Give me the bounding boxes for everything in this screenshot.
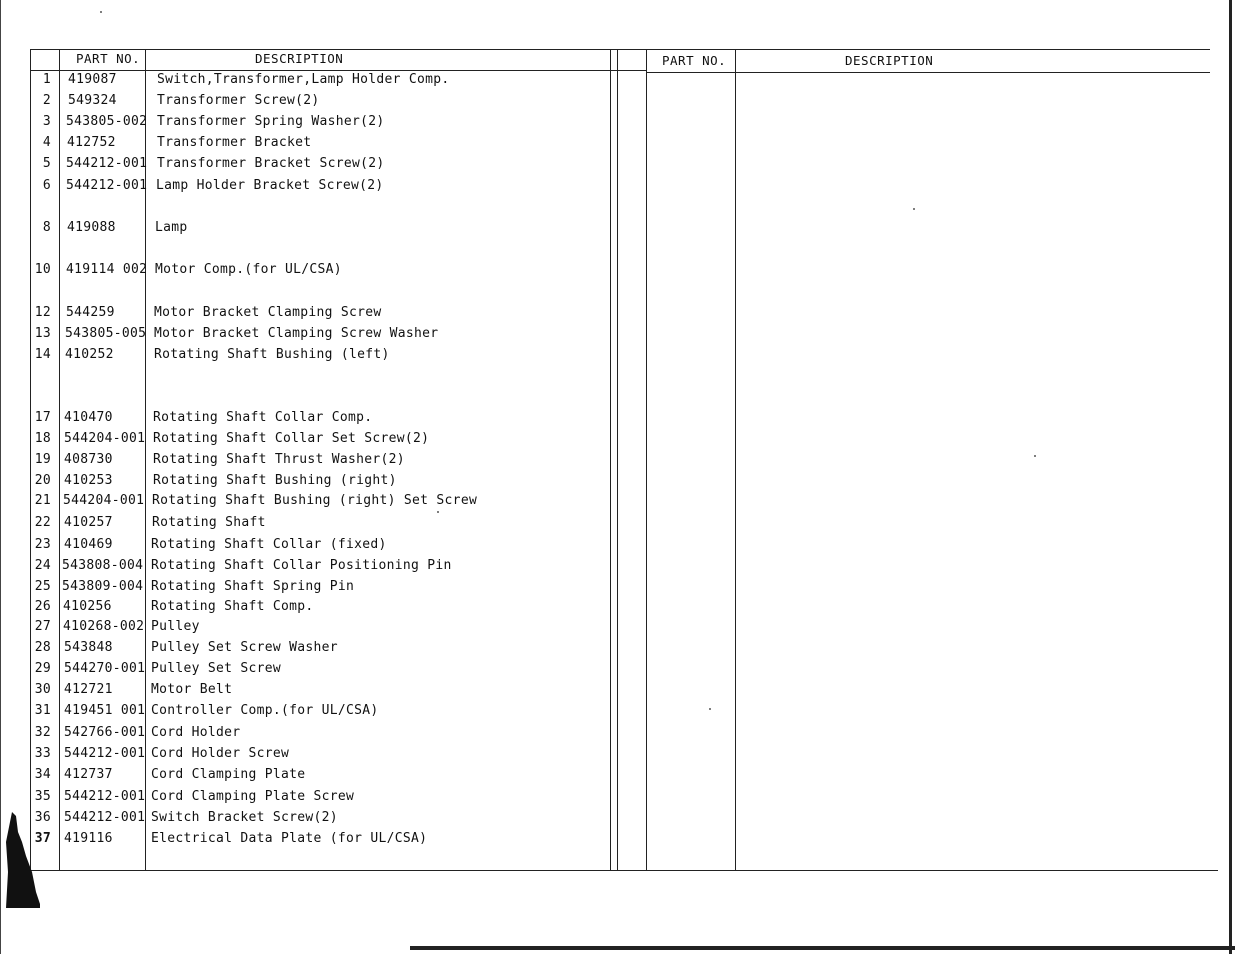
row-part-no: 544259 bbox=[66, 305, 115, 320]
row-description: Rotating Shaft Collar Set Screw(2) bbox=[153, 431, 430, 446]
row-part-no: 543805-002 bbox=[66, 114, 148, 129]
row-part-no: 412752 bbox=[67, 135, 116, 150]
row-number: 21 bbox=[34, 493, 51, 508]
row-part-no: 412721 bbox=[64, 682, 113, 697]
row-part-no: 410252 bbox=[65, 347, 114, 362]
row-description: Motor Bracket Clamping Screw bbox=[154, 305, 382, 320]
row-part-no: 419451 001 bbox=[64, 703, 146, 718]
row-description: Cord Holder bbox=[151, 725, 241, 740]
row-part-no: 412737 bbox=[64, 767, 113, 782]
row-description: Cord Holder Screw bbox=[151, 746, 290, 761]
row-number: 19 bbox=[34, 452, 51, 467]
row-number: 23 bbox=[34, 537, 51, 552]
row-part-no: 543805-005 bbox=[65, 326, 147, 341]
col-rule-num-right bbox=[59, 49, 60, 870]
row-description: Cord Clamping Plate Screw bbox=[151, 789, 355, 804]
row-part-no: 542766-001 bbox=[64, 725, 146, 740]
row-part-no: 410268-002 bbox=[63, 619, 145, 634]
row-part-no: 544270-001 bbox=[64, 661, 146, 676]
col-rule-gutter bbox=[617, 49, 618, 870]
row-number: 22 bbox=[34, 515, 51, 530]
left-header-rule bbox=[30, 70, 646, 71]
row-description: Rotating Shaft Thrust Washer(2) bbox=[153, 452, 405, 467]
row-part-no: 419116 bbox=[64, 831, 113, 846]
row-number: 12 bbox=[34, 305, 51, 320]
row-number: 27 bbox=[34, 619, 51, 634]
right-header-rule bbox=[646, 72, 1210, 73]
row-part-no: 544204-001 bbox=[64, 431, 146, 446]
row-number: 37 bbox=[34, 831, 51, 846]
row-description: Motor Bracket Clamping Screw Washer bbox=[154, 326, 439, 341]
row-part-no: 408730 bbox=[64, 452, 113, 467]
scan-speck bbox=[437, 511, 439, 513]
row-description: Rotating Shaft Spring Pin bbox=[151, 579, 355, 594]
row-part-no: 543848 bbox=[64, 640, 113, 655]
row-description: Rotating Shaft Collar Positioning Pin bbox=[151, 558, 452, 573]
row-part-no: 544212-001 bbox=[64, 789, 146, 804]
row-number: 29 bbox=[34, 661, 51, 676]
row-part-no: 410257 bbox=[64, 515, 113, 530]
scan-speck bbox=[100, 11, 102, 13]
row-part-no: 544212-001 bbox=[64, 810, 146, 825]
row-number: 34 bbox=[34, 767, 51, 782]
table-bottom-rule bbox=[30, 870, 1218, 871]
row-description: Pulley bbox=[151, 619, 200, 634]
col-rule-desc-right bbox=[610, 49, 611, 870]
row-number: 17 bbox=[34, 410, 51, 425]
row-number: 2 bbox=[42, 93, 51, 108]
row-description: Cord Clamping Plate bbox=[151, 767, 306, 782]
row-description: Transformer Bracket Screw(2) bbox=[157, 156, 385, 171]
row-description: Pulley Set Screw Washer bbox=[151, 640, 338, 655]
row-description: Rotating Shaft Bushing (left) bbox=[154, 347, 390, 362]
row-number: 24 bbox=[34, 558, 51, 573]
row-description: Transformer Bracket bbox=[157, 135, 312, 150]
row-description: Motor Comp.(for UL/CSA) bbox=[155, 262, 342, 277]
row-description: Pulley Set Screw bbox=[151, 661, 282, 676]
scan-smudge bbox=[6, 812, 40, 908]
row-description: Rotating Shaft Bushing (right) Set Screw bbox=[152, 493, 478, 508]
row-number: 31 bbox=[34, 703, 51, 718]
row-number: 30 bbox=[34, 682, 51, 697]
scan-speck bbox=[1034, 455, 1036, 457]
row-part-no: 410469 bbox=[64, 537, 113, 552]
row-part-no: 410470 bbox=[64, 410, 113, 425]
col-rule-right-part-right bbox=[735, 49, 736, 870]
row-number: 3 bbox=[42, 114, 51, 129]
header-right-part-no: PART NO. bbox=[662, 53, 727, 68]
header-part-no: PART NO. bbox=[76, 51, 141, 66]
row-number: 6 bbox=[42, 178, 51, 193]
row-description: Motor Belt bbox=[151, 682, 233, 697]
row-part-no: 419088 bbox=[67, 220, 116, 235]
row-description: Lamp bbox=[155, 220, 188, 235]
row-part-no: 544212-001 bbox=[66, 156, 148, 171]
row-part-no: 543809-004 bbox=[62, 579, 144, 594]
row-number: 1 bbox=[42, 72, 51, 87]
row-description: Rotating Shaft Collar Comp. bbox=[153, 410, 373, 425]
col-rule-right-part-left bbox=[646, 49, 647, 870]
row-part-no: 544204-001 bbox=[63, 493, 145, 508]
header-description: DESCRIPTION bbox=[255, 51, 344, 66]
row-part-no: 543808-004 bbox=[62, 558, 144, 573]
row-number: 28 bbox=[34, 640, 51, 655]
row-number: 35 bbox=[34, 789, 51, 804]
row-description: Rotating Shaft Comp. bbox=[151, 599, 314, 614]
row-description: Switch,Transformer,Lamp Holder Comp. bbox=[157, 72, 450, 87]
scan-speck bbox=[709, 708, 711, 710]
row-description: Transformer Screw(2) bbox=[157, 93, 320, 108]
row-description: Rotating Shaft bbox=[152, 515, 266, 530]
row-number: 25 bbox=[34, 579, 51, 594]
row-number: 18 bbox=[34, 431, 51, 446]
row-part-no: 419087 bbox=[68, 72, 117, 87]
row-number: 33 bbox=[34, 746, 51, 761]
scan-speck bbox=[913, 208, 915, 210]
row-part-no: 410256 bbox=[63, 599, 112, 614]
row-number: 5 bbox=[42, 156, 51, 171]
scan-bottom-strip bbox=[410, 946, 1235, 950]
table-top-rule bbox=[30, 49, 1210, 50]
header-right-description: DESCRIPTION bbox=[845, 53, 934, 68]
row-part-no: 544212-001 bbox=[66, 178, 148, 193]
page-left-edge bbox=[0, 0, 1, 954]
row-number: 20 bbox=[34, 473, 51, 488]
row-description: Rotating Shaft Bushing (right) bbox=[153, 473, 397, 488]
row-number: 14 bbox=[34, 347, 51, 362]
row-description: Switch Bracket Screw(2) bbox=[151, 810, 338, 825]
row-part-no: 410253 bbox=[64, 473, 113, 488]
row-number: 13 bbox=[34, 326, 51, 341]
row-description: Electrical Data Plate (for UL/CSA) bbox=[151, 831, 428, 846]
row-part-no: 549324 bbox=[68, 93, 117, 108]
row-description: Rotating Shaft Collar (fixed) bbox=[151, 537, 387, 552]
row-number: 10 bbox=[34, 262, 51, 277]
row-number: 36 bbox=[34, 810, 51, 825]
row-description: Transformer Spring Washer(2) bbox=[157, 114, 385, 129]
row-number: 8 bbox=[42, 220, 51, 235]
row-number: 4 bbox=[42, 135, 51, 150]
row-description: Controller Comp.(for UL/CSA) bbox=[151, 703, 379, 718]
row-part-no: 419114 002 bbox=[66, 262, 148, 277]
page-right-edge bbox=[1229, 0, 1232, 954]
row-description: Lamp Holder Bracket Screw(2) bbox=[156, 178, 384, 193]
row-number: 26 bbox=[34, 599, 51, 614]
row-part-no: 544212-001 bbox=[64, 746, 146, 761]
row-number: 32 bbox=[34, 725, 51, 740]
